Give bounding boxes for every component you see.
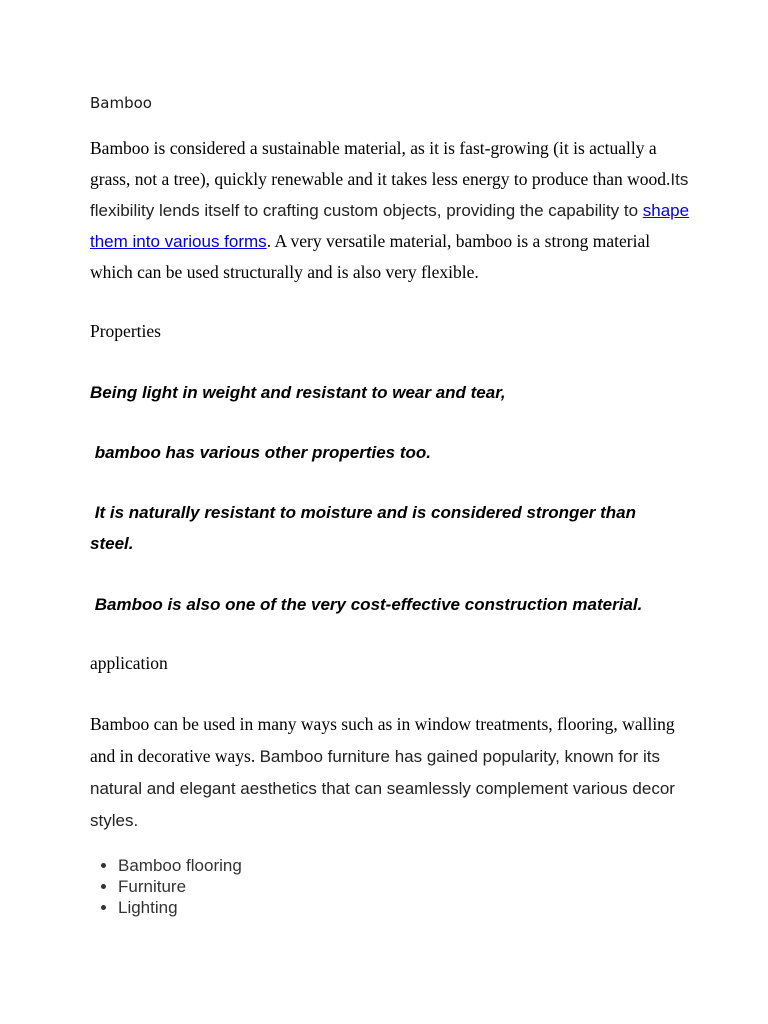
intro-paragraph <box>90 133 690 288</box>
application-text-sans: Bamboo furniture has gained popularity, known for its natural and elegant aesthetics that can seamlessly complement various decor styles. <box>90 747 675 830</box>
shape-forms-link[interactable]: shape them into various forms <box>90 201 690 251</box>
intro-text-tail: . A very versatile material, bamboo is a strong material which can be used structurally and is also very flexible. <box>90 231 651 282</box>
property-line: Being light in weight and resistant to wear and tear, <box>90 383 506 402</box>
intro-text-sans: Its flexibility lends itself to crafting custom objects, providing the capability to <box>90 170 689 220</box>
property-line: Bamboo is also one of the very cost-effective construction material. <box>90 595 643 614</box>
property-line: It is naturally resistant to moisture and is considered stronger than steel. <box>90 503 641 553</box>
list-item: • Bamboo flooring <box>118 855 242 876</box>
application-heading: application <box>90 653 168 673</box>
application-list <box>90 855 242 918</box>
list-item: • Lighting <box>118 897 242 918</box>
application-paragraph <box>90 709 690 837</box>
application-text-serif: Bamboo can be used in many ways such as in window treatments, flooring, walling and in decorative ways. <box>90 714 675 766</box>
list-item: • Furniture <box>118 876 242 897</box>
intro-text-serif: Bamboo is considered a sustainable material, as it is fast-growing (it is actually a grass, not a tree), quickly renewable and it takes less energy to produce than wood. <box>90 138 671 189</box>
page-title: Bamboo <box>90 94 152 112</box>
property-line: bamboo has various other properties too. <box>90 443 431 462</box>
properties-heading: Properties <box>90 321 161 341</box>
